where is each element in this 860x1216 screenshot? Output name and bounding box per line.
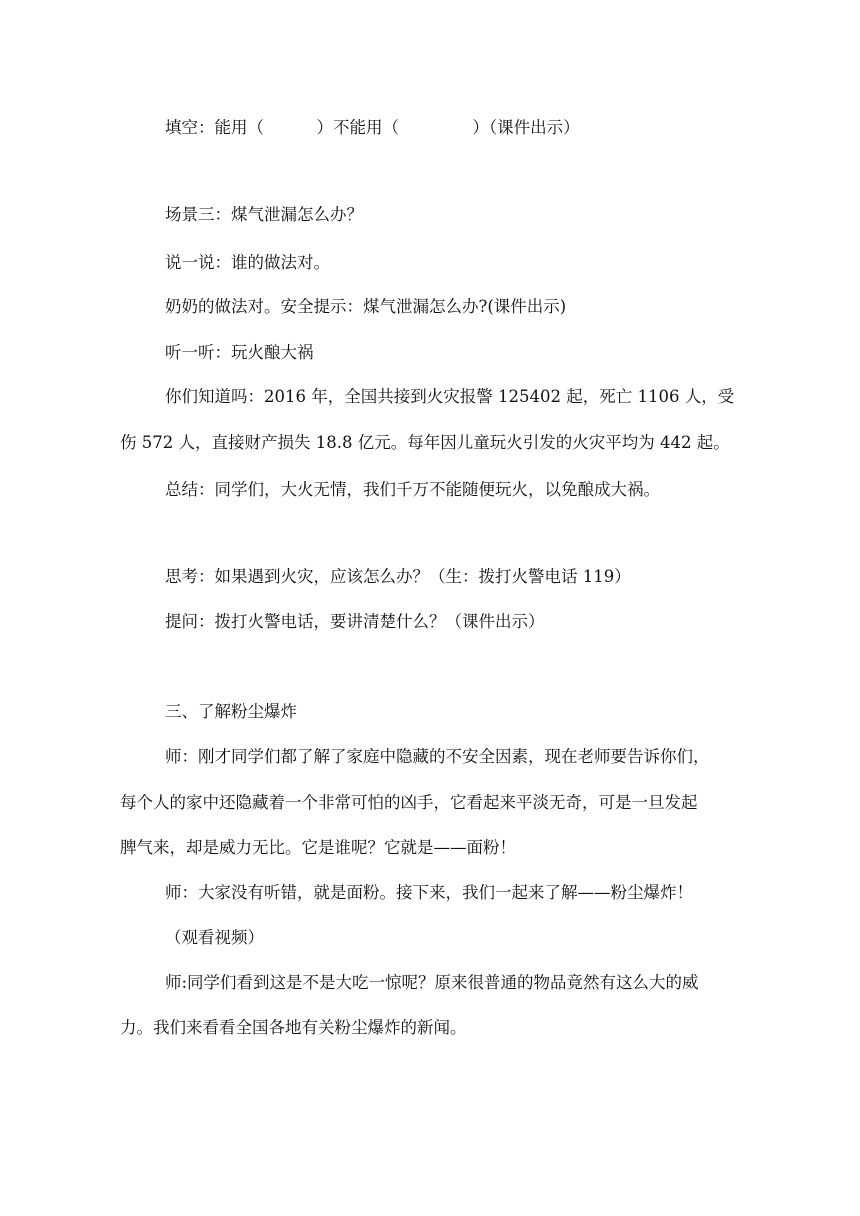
teacher-paragraph-line-1: 师：刚才同学们都了解了家庭中隐藏的不安全因素，现在老师要告诉你们， xyxy=(165,747,710,766)
scene-three-heading: 场景三：煤气泄漏怎么办？ xyxy=(165,205,363,224)
teacher-flour-line: 师：大家没有听错，就是面粉。接下来，我们一起来了解——粉尘爆炸！ xyxy=(165,883,693,902)
fire-statistics-line-2: 伤 572 人，直接财产损失 18.8 亿元。每年因儿童玩火引发的火灾平均为 442 起。 xyxy=(120,433,730,452)
teacher-paragraph-line-3: 脾气来，却是威力无比。它是谁呢？它就是——面粉！ xyxy=(120,838,516,857)
fire-statistics-line-1: 你们知道吗：2016 年，全国共接到火灾报警 125402 起，死亡 1106 人，受 xyxy=(165,387,735,406)
watch-video-line: （观看视频） xyxy=(165,928,264,947)
listen-heading: 听一听：玩火酿大祸 xyxy=(165,343,314,362)
fill-in-blank-line: 填空：能用（ ）不能用（ ）（课件出示） xyxy=(165,118,580,137)
teacher-paragraph-line-2: 每个人的家中还隐藏着一个非常可怕的凶手，它看起来平淡无奇，可是一旦发起 xyxy=(120,793,698,812)
summary-line: 总结：同学们，大火无情，我们千万不能随便玩火，以免酿成大祸。 xyxy=(165,480,660,499)
safety-tip-line: 奶奶的做法对。安全提示：煤气泄漏怎么办?(课件出示) xyxy=(165,297,567,316)
teacher-news-line-2: 力。我们来看看全国各地有关粉尘爆炸的新闻。 xyxy=(120,1018,467,1037)
teacher-news-line-1: 师:同学们看到这是不是大吃一惊呢？原来很普通的物品竟然有这么大的威 xyxy=(165,973,699,992)
question-line: 提问：拨打火警电话，要讲清楚什么？（课件出示） xyxy=(165,612,545,631)
think-question-line: 思考：如果遇到火灾，应该怎么办？（生：拨打火警电话 119） xyxy=(165,567,631,586)
section-three-heading: 三、了解粉尘爆炸 xyxy=(165,702,297,721)
discussion-prompt: 说一说：谁的做法对。 xyxy=(165,253,330,272)
